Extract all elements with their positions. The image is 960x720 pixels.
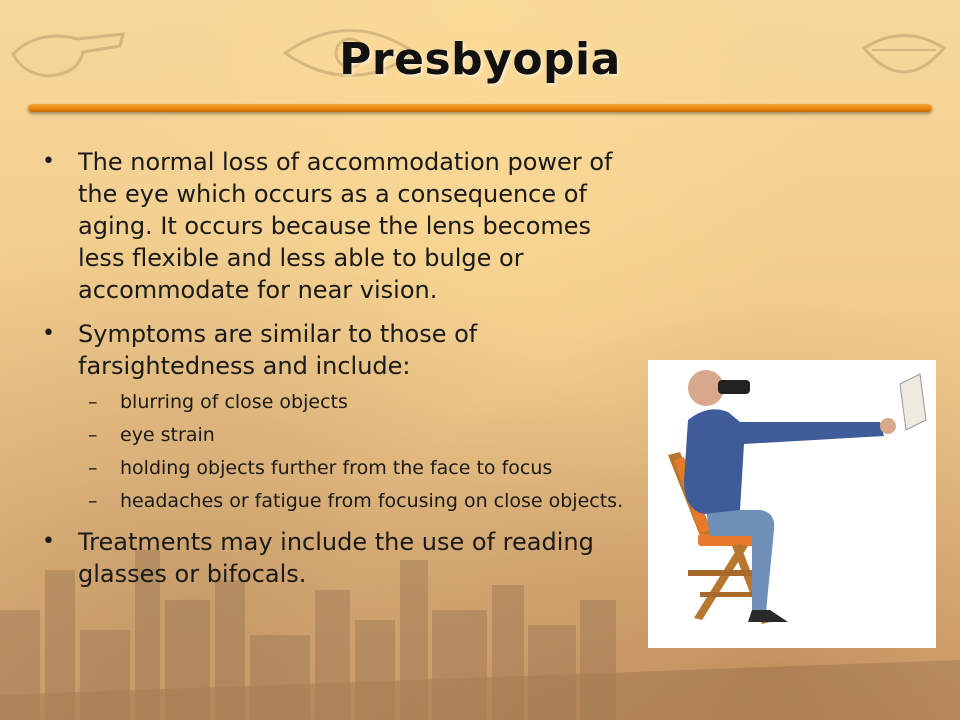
dash-icon: – <box>88 391 98 413</box>
list-item <box>78 489 640 514</box>
sub-bullet-list <box>78 390 640 514</box>
list-item <box>40 146 640 306</box>
bullet-icon: • <box>42 529 55 554</box>
title-underline-divider <box>28 104 932 112</box>
torso-icon <box>684 409 884 514</box>
dash-icon: – <box>88 490 98 512</box>
illustration-svg <box>648 360 936 648</box>
bullet-icon: • <box>42 321 55 346</box>
book-icon <box>900 374 926 430</box>
page-title: Presbyopia <box>339 34 621 85</box>
list-item <box>40 526 640 590</box>
sub-bullet-text: blurring of close objects <box>120 391 348 413</box>
bullet-text: Symptoms are similar to those of farsightedness and include: <box>78 320 478 380</box>
bullet-text: Treatments may include the use of reading glasses or bifocals. <box>78 528 594 588</box>
sub-bullet-text: holding objects further from the face to focus <box>120 457 553 479</box>
hand-icon <box>880 418 896 434</box>
sub-bullet-text: eye strain <box>120 424 215 446</box>
dash-icon: – <box>88 457 98 479</box>
main-bullet-list <box>40 146 640 590</box>
bullet-text: The normal loss of accommodation power of the eye which occurs as a consequence of aging. It occurs because the lens becomes less flexible and less able to bulge or accommodate for near vision. <box>78 148 613 304</box>
bullet-list-content <box>40 146 640 602</box>
list-item <box>78 423 640 448</box>
binoculars-icon <box>718 380 750 394</box>
list-item <box>40 318 640 514</box>
list-item <box>78 390 640 415</box>
list-item <box>78 456 640 481</box>
sub-bullet-text: headaches or fatigue from focusing on close objects. <box>120 490 624 512</box>
man-with-binoculars-holding-book-icon <box>648 360 936 648</box>
bullet-icon: • <box>42 149 55 174</box>
dash-icon: – <box>88 424 98 446</box>
